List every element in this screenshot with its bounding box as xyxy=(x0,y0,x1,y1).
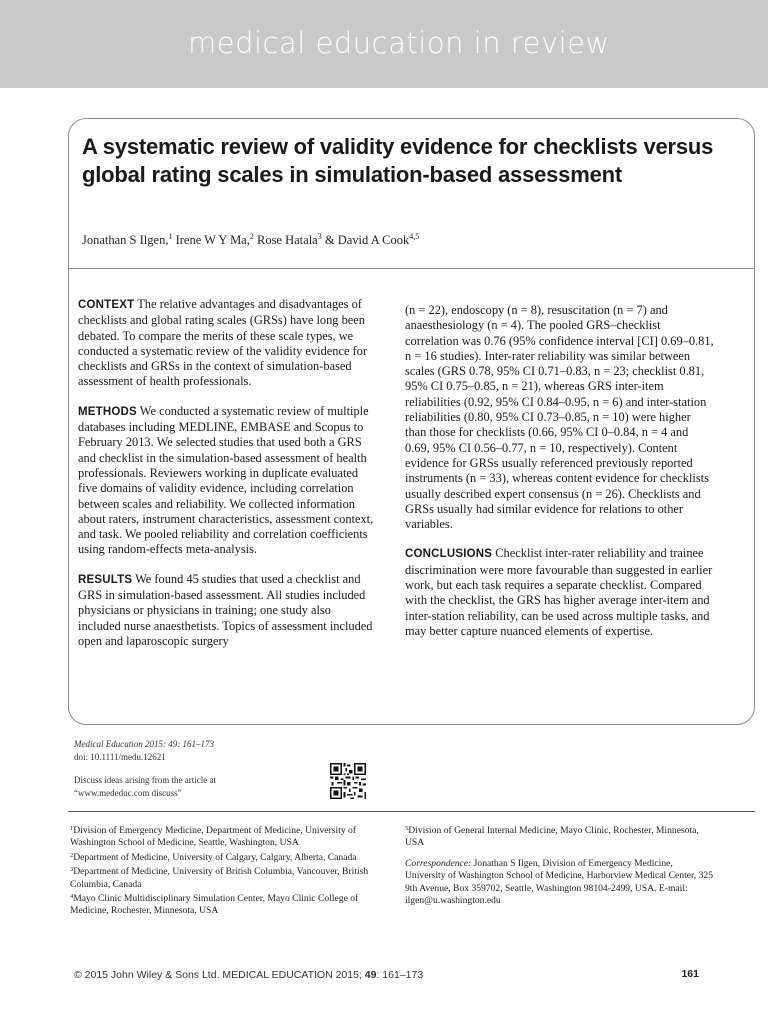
volume-number: 49 xyxy=(364,969,377,981)
correspondence-text: Jonathan S Ilgen, Division of Emergency Medicine, University of Washington School of Medicine, Harborview Medical Center, 325 9th Avenue, Box 359702, Seattle, Washington 98104-2499, USA. E-mail: ilgen@u.washington.edu xyxy=(405,857,713,907)
affiliation-text: Department of Medicine, University of Calgary, Calgary, Alberta, Canada xyxy=(73,851,357,863)
abstract-conclusions xyxy=(405,546,715,639)
section-text: The relative advantages and disadvantages of checklists and global rating scales (GRSs) have long been debated. To compare the merits of these scale types, we conducted a systematic review of the validity evidence for checklists and GRSs in the context of simulation-based assessment of health professionals. xyxy=(78,297,368,389)
affiliations-left xyxy=(70,823,370,918)
affiliation-number: 4 xyxy=(70,893,74,901)
author-affiliation-ref: 1 xyxy=(168,232,173,241)
section-text: We found 45 studies that used a checklist and GRS in simulation-based assessment. All studies included physicians or physicians in training; one study also included nurse anaesthetists. Topics of assessment included open and laparoscopic surgery xyxy=(78,571,373,648)
affiliation xyxy=(70,891,370,918)
author-list xyxy=(82,232,722,248)
page-range: : 161–173 xyxy=(376,969,424,981)
affiliation-number: 1 xyxy=(70,825,74,832)
section-text: Checklist inter-rater reliability and trainee discrimination were more favourable than suggested in earlier work, but each task requires a separate checklist. Compared with the checklist, the GRS has higher average inter-item and inter-station reliability, can be used across multiple tasks, and may better capture nuanced elements of expertise. xyxy=(405,546,713,638)
affiliation-number: 5 xyxy=(405,825,409,832)
citation-block xyxy=(74,738,214,763)
author-name: & David A Cook xyxy=(321,233,410,247)
abstract-results-continued: (n = 22), endoscopy (n = 8), resuscitation (n = 7) and anaesthesiology (n = 4). The pooled GRS–checklist correlation was 0.76 (95% confidence interval [CI] 0.69–0.81, n = 16 studies). Inter-rater reliability was similar between scales (GRS 0.78, 95% CI 0.71–0.83, n = 23; checklist 0.81, 95% CI 0.75–0.85, n = 21), whereas GRS inter-item reliabilities (0.92, 95% CI 0.84–0.95, n = 6) and inter-station reliabilities (0.80, 95% CI 0.73–0.85, n = 10) were higher than those for checklists (0.66, 95% CI 0–0.84, n = 4 and 0.69, 95% CI 0.56–0.77, n = 10, respectively). Content evidence for GRSs usually referenced previously reported instruments (n = 33), whereas content evidence for checklists usually described expert consensus (n = 26). Checklists and GRSs usually had similar evidence for relations to other variables. xyxy=(405,303,714,532)
journal-citation: Medical Education 2015: 49: 161–173 xyxy=(74,739,214,749)
affiliation-text: Department of Medicine, University of British Columbia, Vancouver, British Columbia, Canada xyxy=(70,866,369,890)
author-affiliation-ref: 2 xyxy=(249,232,254,241)
affiliation-number: 3 xyxy=(70,866,74,874)
abstract-right-column xyxy=(405,303,715,653)
discuss-note xyxy=(74,774,216,799)
author-name: Irene W Y Ma, xyxy=(172,233,250,247)
copyright-text: © 2015 John Wiley & Sons Ltd. MEDICAL EDUCATION 2015; xyxy=(74,969,365,981)
journal-banner xyxy=(0,0,768,88)
affiliation xyxy=(405,823,715,850)
affiliation-text: Mayo Clinic Multidisciplinary Simulation Center, Mayo Clinic College of Medicine, Rochester, Minnesota, USA xyxy=(70,893,359,917)
abstract-results xyxy=(78,572,374,649)
page-footer xyxy=(74,969,423,981)
qr-code-icon[interactable] xyxy=(330,763,366,799)
doi: doi: 10.1111/medu.12621 xyxy=(74,751,166,762)
affiliation-number: 2 xyxy=(70,851,74,859)
author-affiliation-ref: 3 xyxy=(317,232,322,241)
abstract-methods xyxy=(78,404,374,558)
author-name: Rose Hatala xyxy=(253,233,318,247)
affiliation-text: Division of General Internal Medicine, Mayo Clinic, Rochester, Minnesota, USA xyxy=(405,825,699,849)
correspondence xyxy=(405,858,715,908)
title-divider xyxy=(68,268,755,269)
correspondence-label: Correspondence: xyxy=(405,857,472,869)
author-affiliation-ref: 4,5 xyxy=(409,232,420,241)
section-heading: CONCLUSIONS xyxy=(405,548,493,561)
affiliations-right xyxy=(405,823,715,907)
section-heading: CONTEXT xyxy=(78,299,135,311)
section-text: We conducted a systematic review of multiple databases including MEDLINE, EMBASE and Scopus to February 2013. We selected studies that used both a GRS and checklist in the simulation-based assessment of health professionals. Reviewers working in duplicate evaluated five domains of validity evidence, including correlation between scales and reliability. We collected information about raters, instrument characteristics, assessment context, and task. We pooled reliability and correlation coefficients using random-effects meta-analysis. xyxy=(78,403,374,557)
abstract-context xyxy=(78,297,374,390)
affiliation xyxy=(70,823,370,850)
section-heading: METHODS xyxy=(78,405,137,418)
abstract-left-column xyxy=(78,297,374,663)
discuss-link[interactable]: “www.mededuc.com discuss” xyxy=(74,787,182,798)
discuss-line: Discuss ideas arising from the article at xyxy=(74,775,216,785)
banner-title: medical education in review xyxy=(188,26,610,60)
affiliation xyxy=(70,850,370,864)
page-number: 161 xyxy=(681,968,699,980)
footnote-divider xyxy=(68,811,755,812)
article-title: A systematic review of validity evidence for checklists versus global rating scales in simulation-based assessment xyxy=(82,134,714,187)
affiliation xyxy=(70,864,370,891)
section-heading: RESULTS xyxy=(78,573,133,586)
affiliation-text: Division of Emergency Medicine, Department of Medicine, University of Washington School of Medicine, Seattle, Washington, USA xyxy=(70,825,357,849)
author-name: Jonathan S Ilgen, xyxy=(82,233,169,247)
